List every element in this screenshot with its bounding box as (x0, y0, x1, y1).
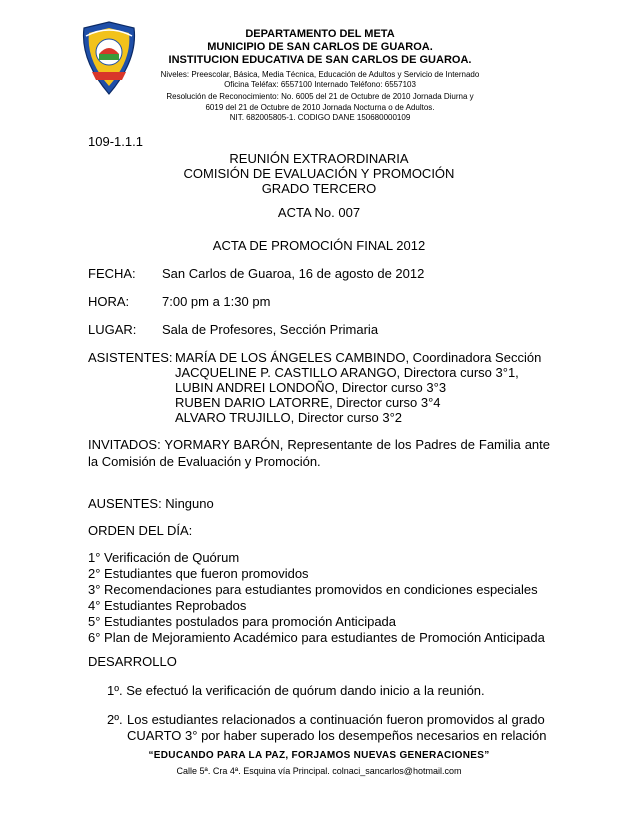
desarrollo-item-2-line2: CUARTO 3° por haber superado los desempeños necesarios en relación (127, 728, 547, 743)
title-meeting: REUNIÓN EXTRAORDINARIA (229, 151, 409, 166)
invitados-paragraph: INVITADOS: YORMARY BARÓN, Representante de los Padres de Familia ante la Comisión de Evaluación y Promoción. (88, 437, 550, 469)
asistentes-label: ASISTENTES: (88, 350, 173, 365)
fecha-value: San Carlos de Guaroa, 16 de agosto de 2012 (162, 266, 425, 281)
acta-number: ACTA No. 007 (277, 205, 361, 220)
orden-item: 4° Estudiantes Reprobados (88, 598, 247, 613)
orden-item: 3° Recomendaciones para estudiantes promovidos en condiciones especiales (88, 582, 538, 597)
header-resolution-line1: Resolución de Reconocimiento: No. 6005 del 21 de Octubre de 2010 Jornada Diurna y (166, 92, 474, 101)
institution-seal-icon (78, 20, 140, 96)
footer-motto: “EDUCANDO PARA LA PAZ, FORJAMOS NUEVAS GENERACIONES” (148, 750, 490, 761)
title-commission: COMISIÓN DE EVALUACIÓN Y PROMOCIÓN (183, 166, 455, 181)
fecha-label: FECHA: (88, 266, 136, 281)
orden-item: 2° Estudiantes que fueron promovidos (88, 566, 309, 581)
header-resolution (140, 92, 500, 113)
ausentes-line: AUSENTES: Ninguno (88, 496, 214, 511)
lugar-value: Sala de Profesores, Sección Primaria (162, 322, 379, 337)
desarrollo-item-2-line1: Los estudiantes relacionados a continuación fueron promovidos al grado (127, 712, 545, 727)
header-phones: Oficina Teléfax: 6557100 Internado Teléfono: 6557103 (224, 80, 416, 89)
hora-value: 7:00 pm a 1:30 pm (162, 294, 271, 309)
asistente-item: ALVARO TRUJILLO, Director curso 3°2 (175, 410, 402, 425)
header-municipality: MUNICIPIO DE SAN CARLOS DE GUAROA. (207, 41, 433, 53)
header-levels: Niveles: Preescolar, Básica, Media Técnica, Educación de Adultos y Servicio de Internado (160, 70, 480, 79)
lugar-label: LUGAR: (88, 322, 137, 337)
asistente-item: LUBIN ANDREI LONDOÑO, Director curso 3°3 (175, 380, 447, 395)
header-resolution-line2: 6019 del 21 de Octubre de 2010 Jornada Nocturna o de Adultos. (205, 102, 435, 112)
document-code: 109-1.1.1 (88, 134, 143, 149)
desarrollo-item-1: 1º. Se efectuó la verificación de quórum dando inicio a la reunión. (107, 683, 485, 698)
desarrollo-label: DESARROLLO (88, 654, 177, 669)
asistente-item: RUBEN DARIO LATORRE, Director curso 3°4 (175, 395, 441, 410)
acta-title: ACTA DE PROMOCIÓN FINAL 2012 (212, 238, 426, 253)
asistente-item: JACQUELINE P. CASTILLO ARANGO, Directora curso 3°1, (175, 365, 519, 380)
title-grade: GRADO TERCERO (261, 181, 377, 196)
footer-address: Calle 5ª. Cra 4ª. Esquina vía Principal. colnaci_sancarlos@hotmail.com (176, 766, 462, 776)
header-department: DEPARTAMENTO DEL META (245, 28, 395, 40)
orden-label: ORDEN DEL DÍA: (88, 523, 193, 538)
orden-item: 1° Verificación de Quórum (88, 550, 240, 565)
orden-item: 5° Estudiantes postulados para promoción Anticipada (88, 614, 397, 629)
asistente-item: MARÍA DE LOS ÁNGELES CAMBINDO, Coordinadora Sección (175, 350, 542, 365)
hora-label: HORA: (88, 294, 130, 309)
orden-item: 6° Plan de Mejoramiento Académico para estudiantes de Promoción Anticipada (88, 630, 545, 645)
header-nit: NIT. 682005805-1. CODIGO DANE 150680000109 (229, 113, 411, 122)
desarrollo-item-2-number: 2º. (107, 712, 123, 727)
header-institution: INSTITUCION EDUCATIVA DE SAN CARLOS DE GUAROA. (168, 54, 472, 66)
